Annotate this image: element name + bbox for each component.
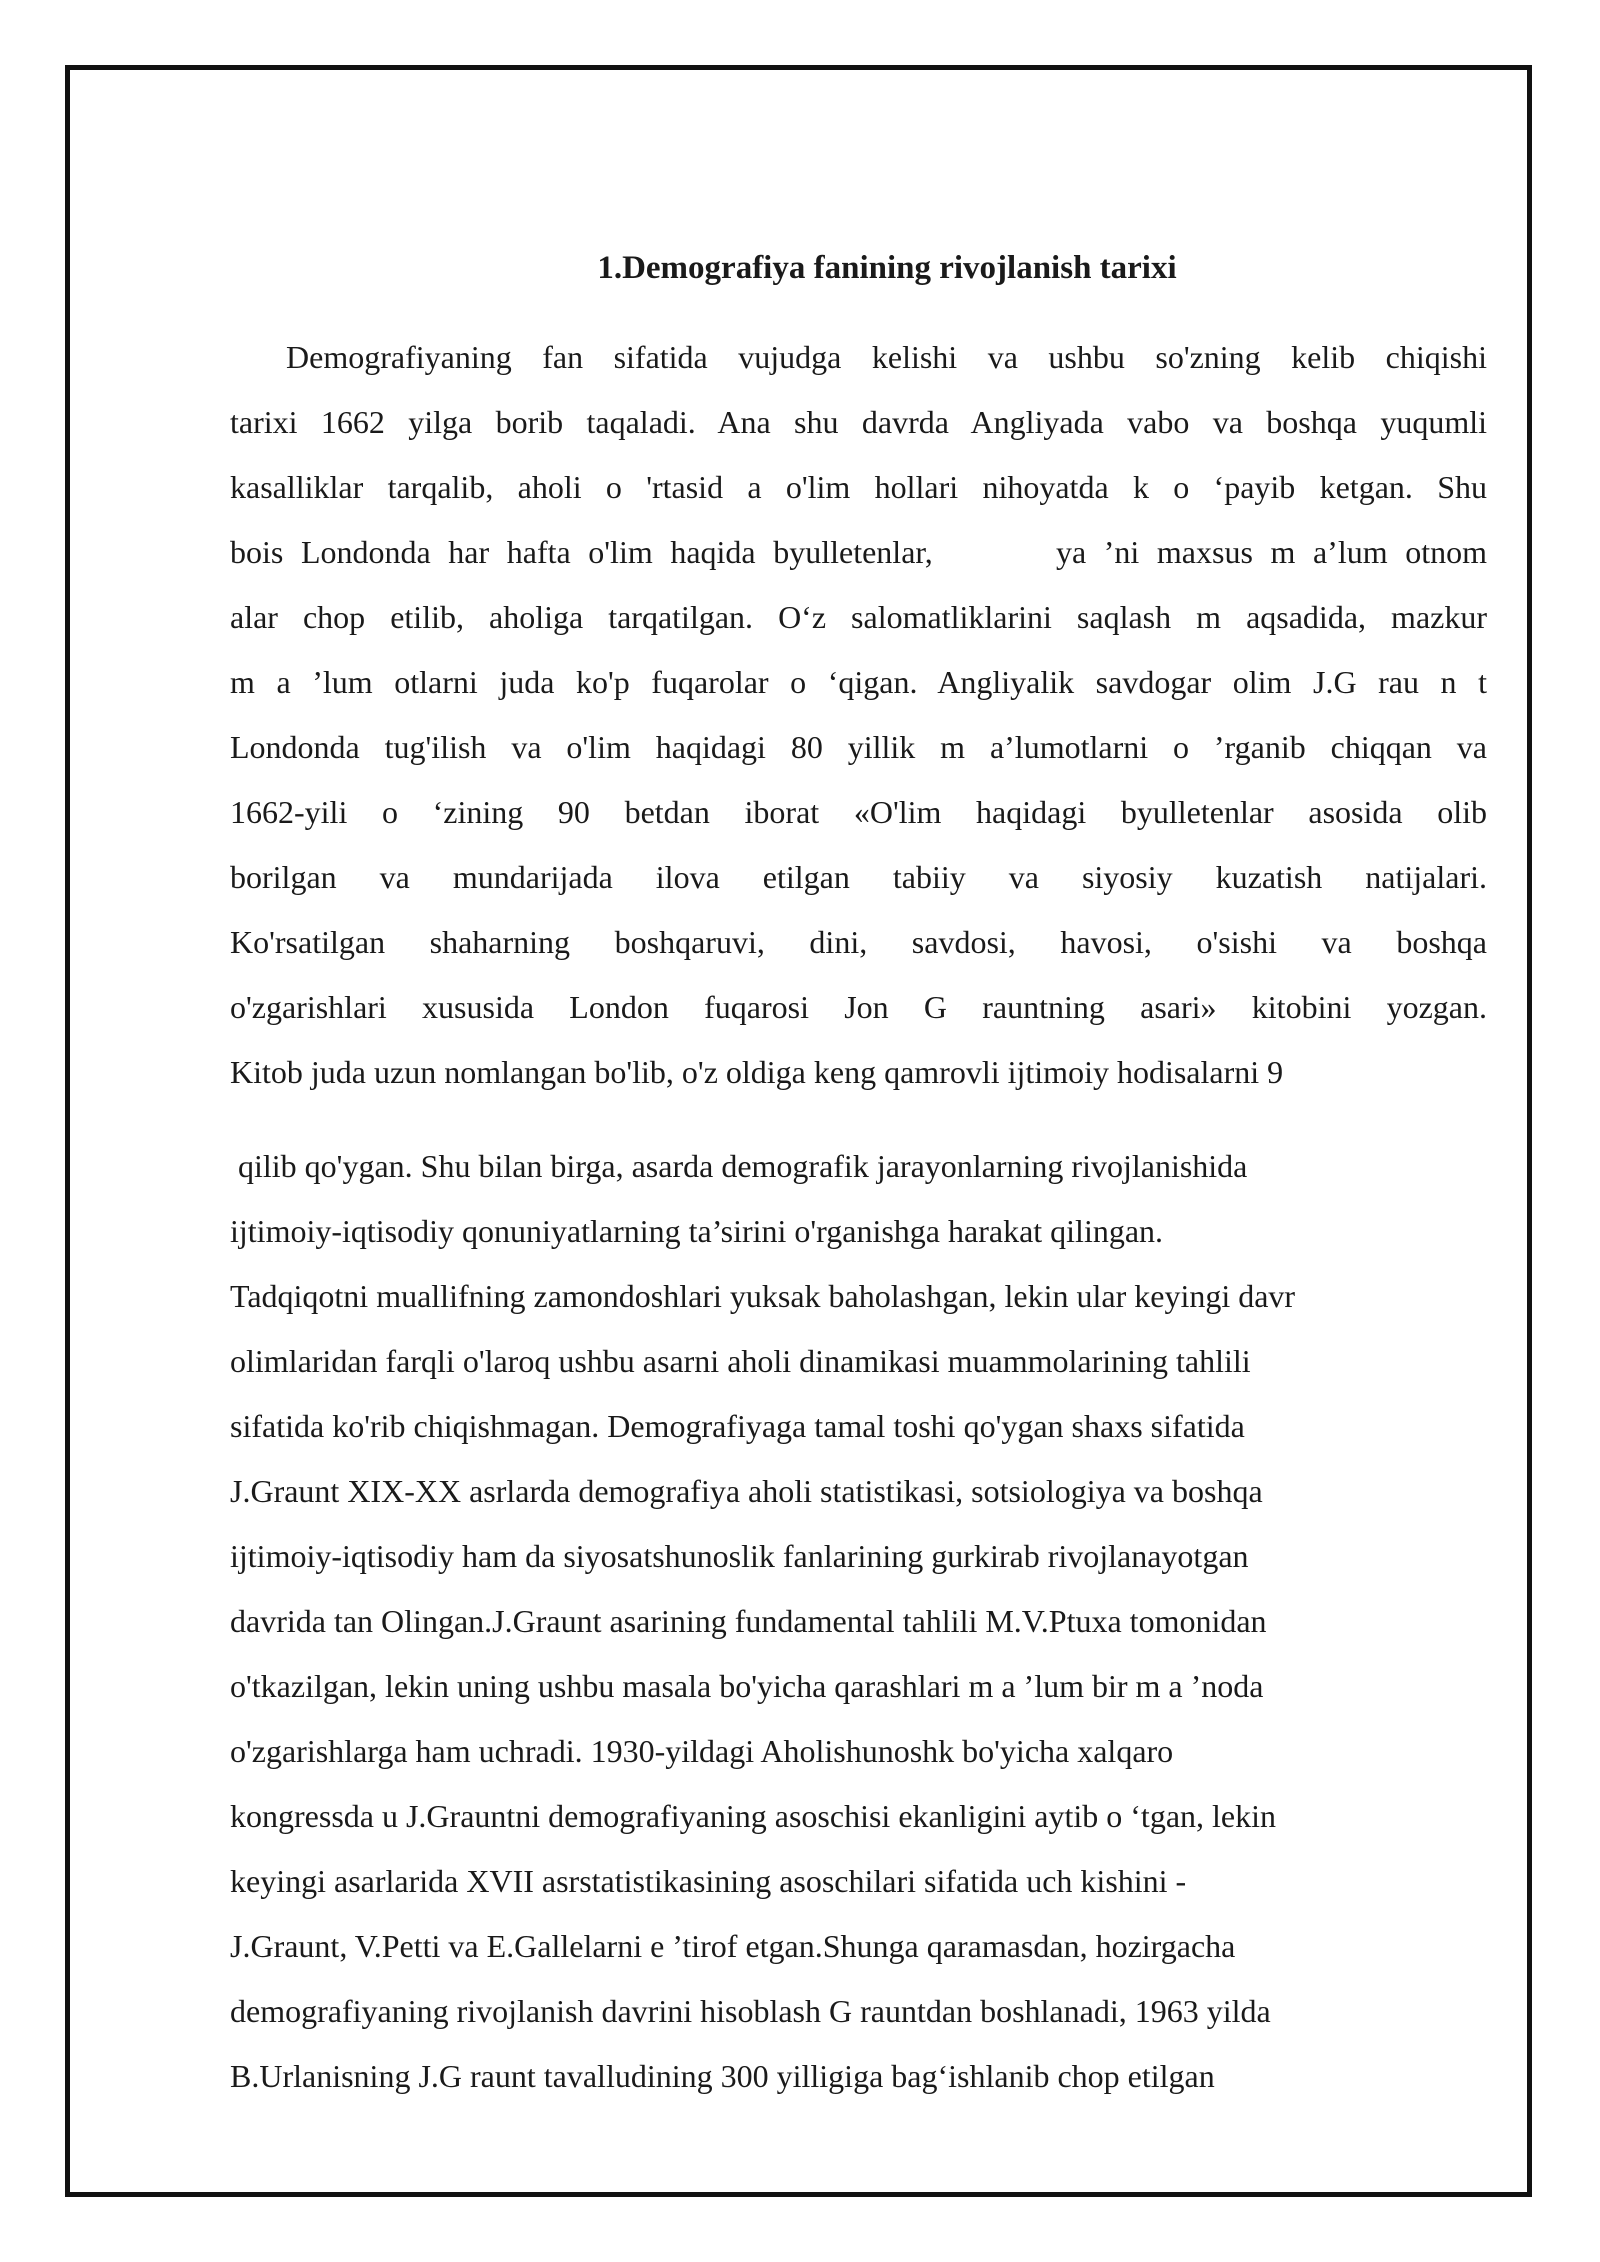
text-line: m a ’lum otlarni juda ko'p fuqarolar o ‘qigan. Angliyalik savdogar olim J.G rau n t — [230, 664, 1487, 700]
text-line: kongressda u J.Grauntni demografiyaning asoschisi ekanligini aytib o ‘tgan, lekin — [230, 1798, 1276, 1834]
text-line: sifatida ko'rib chiqishmagan. Demografiyaga tamal toshi qo'ygan shaxs sifatida — [230, 1408, 1245, 1444]
text-line: keyingi asarlarida XVII asrstatistikasining asoschilari sifatida uch kishini - — [230, 1863, 1187, 1899]
text-line: o'zgarishlarga ham uchradi. 1930-yildagi Aholishunoshk bo'yicha xalqaro — [230, 1733, 1174, 1769]
text-line: Demografiyaning fan sifatida vujudga kelishi va ushbu so'zning kelib chiqishi — [286, 339, 1487, 375]
text-line: Tadqiqotni muallifning zamondoshlari yuksak baholashgan, lekin ular keyingi davr — [230, 1278, 1296, 1314]
text-line: Kitob juda uzun nomlangan bo'lib, o'z oldiga keng qamrovli ijtimoiy hodisalarni 9 — [230, 1054, 1284, 1090]
text-line: ijtimoiy-iqtisodiy qonuniyatlarning ta’sirini o'rganishga harakat qilingan. — [230, 1213, 1164, 1249]
text-line: J.Graunt, V.Petti va E.Gallelarni e ’tirof etgan.Shunga qaramasdan, hozirgacha — [230, 1928, 1236, 1964]
text-line: borilgan va mundarijada ilova etilgan tabiiy va siyosiy kuzatish natijalari. — [230, 859, 1487, 895]
paragraph-2 — [230, 1134, 1487, 2109]
text-line: Ko'rsatilgan shaharning boshqaruvi, dini, savdosi, havosi, o'sishi va boshqa — [230, 924, 1487, 960]
text-line: demografiyaning rivojlanish davrini hisoblash G rauntdan boshlanadi, 1963 yilda — [230, 1993, 1271, 2029]
text-line: Londonda tug'ilish va o'lim haqidagi 80 yillik m a’lumotlarni o ’rganib chiqqan va — [230, 729, 1487, 765]
text-line: o'zgarishlari xususida London fuqarosi Jon G rauntning asari» kitobini yozgan. — [230, 989, 1487, 1025]
text-line: J.Graunt XIX-XX asrlarda demografiya aholi statistikasi, sotsiologiya va boshqa — [230, 1473, 1263, 1509]
text-line: kasalliklar tarqalib, aholi o 'rtasid a o'lim hollari nihoyatda k o ‘payib ketgan. Shu — [230, 469, 1487, 505]
text-line: olimlaridan farqli o'laroq ushbu asarni aholi dinamikasi muammolarining tahlili — [230, 1343, 1251, 1379]
paragraph-1 — [230, 325, 1487, 1105]
text-line: qilib qo'ygan. Shu bilan birga, asarda demografik jarayonlarning rivojlanishida — [230, 1148, 1248, 1184]
text-line: bois Londonda har hafta o'lim haqida byulletenlar, ya ’ni maxsus m a’lum otnom — [230, 534, 1487, 570]
text-line: ijtimoiy-iqtisodiy ham da siyosatshunoslik fanlarining gurkirab rivojlanayotgan — [230, 1538, 1249, 1574]
text-line: B.Urlanisning J.G raunt tavalludining 300 yilligiga bag‘ishlanib chop etilgan — [230, 2058, 1215, 2094]
text-line: tarixi 1662 yilga borib taqaladi. Ana shu davrda Angliyada vabo va boshqa yuqumli — [230, 404, 1487, 440]
section-title: 1.Demografiya fanining rivojlanish tarixi — [597, 250, 1177, 286]
text-line: alar chop etilib, aholiga tarqatilgan. O‘z salomatliklarini saqlash m aqsadida, mazkur — [230, 599, 1487, 635]
text-line: davrida tan Olingan.J.Graunt asarining fundamental tahlili M.V.Ptuxa tomonidan — [230, 1603, 1267, 1639]
text-line: o'tkazilgan, lekin uning ushbu masala bo'yicha qarashlari m a ’lum bir m a ’noda — [230, 1668, 1264, 1704]
text-line: 1662-yili o ‘zining 90 betdan iborat «O'lim haqidagi byulletenlar asosida olib — [230, 794, 1487, 830]
